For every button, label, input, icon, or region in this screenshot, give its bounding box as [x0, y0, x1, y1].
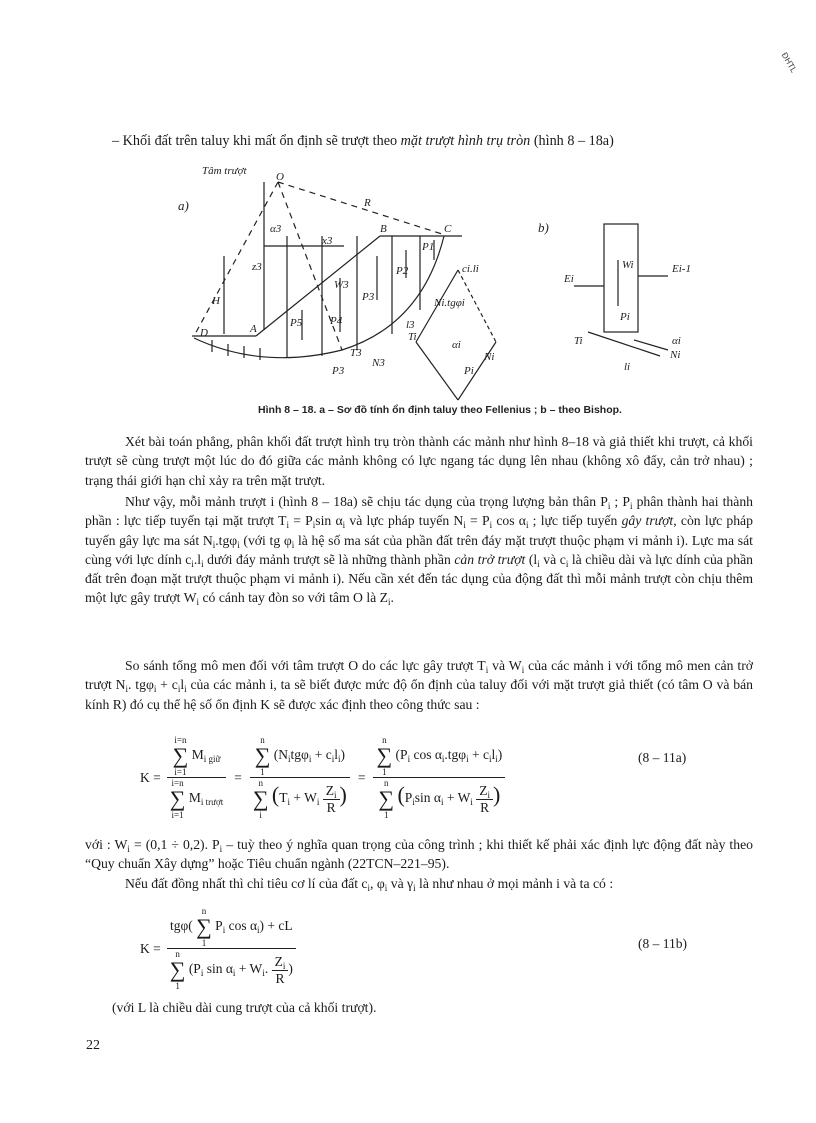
label-p3-bottom: P3	[332, 365, 345, 377]
label-p4: P4	[330, 315, 343, 327]
figure-caption: Hình 8 – 18. a – Sơ đồ tính ổn định taluy theo Fellenius ; b – theo Bishop.	[258, 404, 622, 416]
label-d: D	[200, 327, 208, 339]
paragraph-1-text: Xét bài toán phẳng, phân khối đất trượt hình trụ tròn thành các mảnh như hình 8–18 và giả thiết khi trượt, cả khối trượt sẽ cùng trượt một lúc do đó giữa các mảnh không có lực ngang tác dụng lên nhau (không xô đẩy, cản trở nhau) ; trạng thái giới hạn chỉ xảy ra trên mặt trượt.	[85, 434, 753, 488]
intro-dash: –	[112, 133, 123, 149]
label-l3: l3	[406, 319, 415, 331]
label-alphai: αi	[452, 339, 461, 351]
label-ci-li: ci.li	[462, 263, 479, 275]
intro-text: Khối đất trên taluy khi mất ổn định sẽ trượt theo	[122, 133, 401, 149]
label-ni-b: Ni	[670, 349, 681, 361]
formula-8-11b: K = tgφ( n ∑ 1 $P_i$ $\cos \alpha_i$) + cL n ∑ 1 ($P_i$ $\sin \alpha_i + W_i$. $\frac{Z_i}{R}$ )	[140, 906, 296, 991]
paragraph-1	[85, 432, 753, 490]
formula-number-a: (8 – 11a)	[638, 750, 687, 765]
intro-emphasis: mặt trượt hình trụ tròn	[400, 133, 531, 149]
label-b-point: B	[380, 223, 387, 235]
label-ni: Ni	[484, 351, 495, 363]
figure-labels	[178, 165, 691, 377]
paragraph-4: với : $W_i = (0,1 \div 0,2)$. $P_i$ – tuỳ theo ý nghĩa quan trọng của công trình ; khi thiết kế phải xác định lực động đất này theo “Quy chuẩn Xây dựng” hoặc Tiêu chuẩn ngành (22TCN–221–95).	[85, 837, 754, 872]
paragraph-6: (với L là chiều dài cung trượt của cả khối trượt).	[112, 1000, 377, 1015]
label-a: a)	[178, 198, 189, 213]
label-n3: N3	[372, 357, 385, 369]
label-p3: P3	[362, 291, 375, 303]
label-w3: W3	[334, 279, 349, 291]
paragraph-5: Nếu đất đồng nhất thì chỉ tiêu cơ lí của đất $c_i$, $\varphi_i$ và $\gamma_i$ là như nhau ở mọi mảnh i và ta có :	[125, 876, 614, 893]
label-tam-truot: Tâm trượt	[202, 165, 247, 177]
label-p5: P5	[290, 317, 303, 329]
paragraph-3: So sánh tổng mô men đối với tâm trượt O do các lực gây trượt $T_i$ và $W_i$ của các mảnh i với tổng mô men cản trở trượt $N_i$. $tg\varphi_i + c_il_i$ của các mảnh i, ta sẽ biết được mức độ ổn định của taluy đối với mặt trượt giả thiết (có tâm O và bán kính R) đó cụ thể hệ số ổn định K sẽ được xác định theo công thức sau :	[85, 658, 754, 712]
figure-8-18	[172, 160, 720, 402]
intro-text-after: (hình 8 – 18a)	[530, 133, 614, 149]
label-p2: P2	[396, 265, 409, 277]
label-alphai-b: αi	[672, 335, 681, 347]
fraction-projected: n ∑ 1 ($P_i$ $\cos \alpha_i.tg\varphi_i + c_il_i$) n ∑ 1 ($P_i\sin$ $\alpha_i + W_i$ $\frac{Z_i}{R}$ )	[373, 735, 505, 820]
formula-8-11a: K = i=n ∑ i=1 $M_{i giữ}$ i=n ∑ i=1 $M_{i trượt}$ = n ∑ 1 $(N_itg\varphi_i + c_il_i)$ n ∑ i ($T_i + W_i$ $\frac{Z_i}{R}$ ) = n ∑ 1 ($P_i$ $\cos \alpha_i.tg\varphi_i + c_il_i$) n ∑ 1 ($P_i\sin$ $\alpha_i + W_i$ $\frac{Z_i}{R}$ )	[140, 735, 505, 820]
label-a-point: A	[250, 323, 257, 335]
label-ti-b: Ti	[574, 335, 583, 347]
label-alpha3: α3	[270, 223, 282, 235]
label-c: C	[444, 223, 452, 235]
label-p1: P1	[422, 241, 435, 253]
fraction-moments: i=n ∑ i=1 $M_{i giữ}$ i=n ∑ i=1 $M_{i trượt}$	[167, 735, 226, 820]
label-t3: T3	[350, 347, 362, 359]
label-z3: z3	[252, 261, 262, 273]
label-ti: Ti	[408, 331, 417, 343]
label-x3: x3	[322, 235, 333, 247]
fraction-forces: n ∑ 1 $(N_itg\varphi_i + c_il_i)$ n ∑ i ($T_i + W_i$ $\frac{Z_i}{R}$ )	[250, 735, 350, 820]
label-pi-b: Pi	[620, 311, 630, 323]
radius-line-r	[278, 182, 442, 234]
label-h: H	[212, 295, 220, 307]
label-r: R	[364, 197, 371, 209]
label-pi: Pi	[464, 365, 474, 377]
label-ni-tgphi: Ni.tgφi	[434, 297, 465, 309]
formula-number-b: (8 – 11b)	[638, 936, 687, 951]
label-o: O	[276, 171, 284, 183]
label-ei: Ei	[564, 273, 574, 285]
intro-line	[112, 131, 772, 151]
label-b: b)	[538, 220, 549, 235]
paragraph-2: Như vậy, mỗi mảnh trượt i (hình 8 – 18a) sẽ chịu tác dụng của trọng lượng bản thân $P_i$ ; $P_i$ phân thành hai thành phần : lực tiếp tuyến tại mặt trượt $T_i = P_i\sin$ $\alpha_i$ và lực pháp tuyến $N_i = P_i$ $\cos \alpha_i$ ; lực tiếp tuyến gây trượt, còn lực pháp tuyến gây lực ma sát $N_i.tg\varphi_i$ (với tg $\varphi_i$ là hệ số ma sát của phần đất trên đáy mặt trượt thuộc phạm vi mảnh i). Lực ma sát cùng với lực dính $c_i.l_i$ dưới đáy mảnh trượt sẽ là những thành phần cản trở trượt ($l_i$ và $c_i$ là chiều dài và lực dính của phần đất trên đoạn mặt trượt thuộc phạm vi mảnh i). Nếu cần xét đến tác dụng của động đất thì mỗi mảnh trượt còn chịu thêm một lực gây trượt $W_i$ có cánh tay đòn so với tâm O là $Z_i$.	[85, 494, 754, 608]
fraction-homogeneous: tgφ( n ∑ 1 $P_i$ $\cos \alpha_i$) + cL n ∑ 1 ($P_i$ $\sin \alpha_i + W_i$. $\frac{Z_i}{R}$ )	[167, 906, 296, 991]
label-ei1: Ei-1	[672, 263, 691, 275]
page-number: 22	[86, 1038, 100, 1053]
library-stamp: ĐHTL	[779, 50, 799, 75]
label-li: li	[624, 361, 631, 373]
label-wi: Wi	[622, 259, 634, 271]
radius-line-d	[194, 182, 278, 336]
